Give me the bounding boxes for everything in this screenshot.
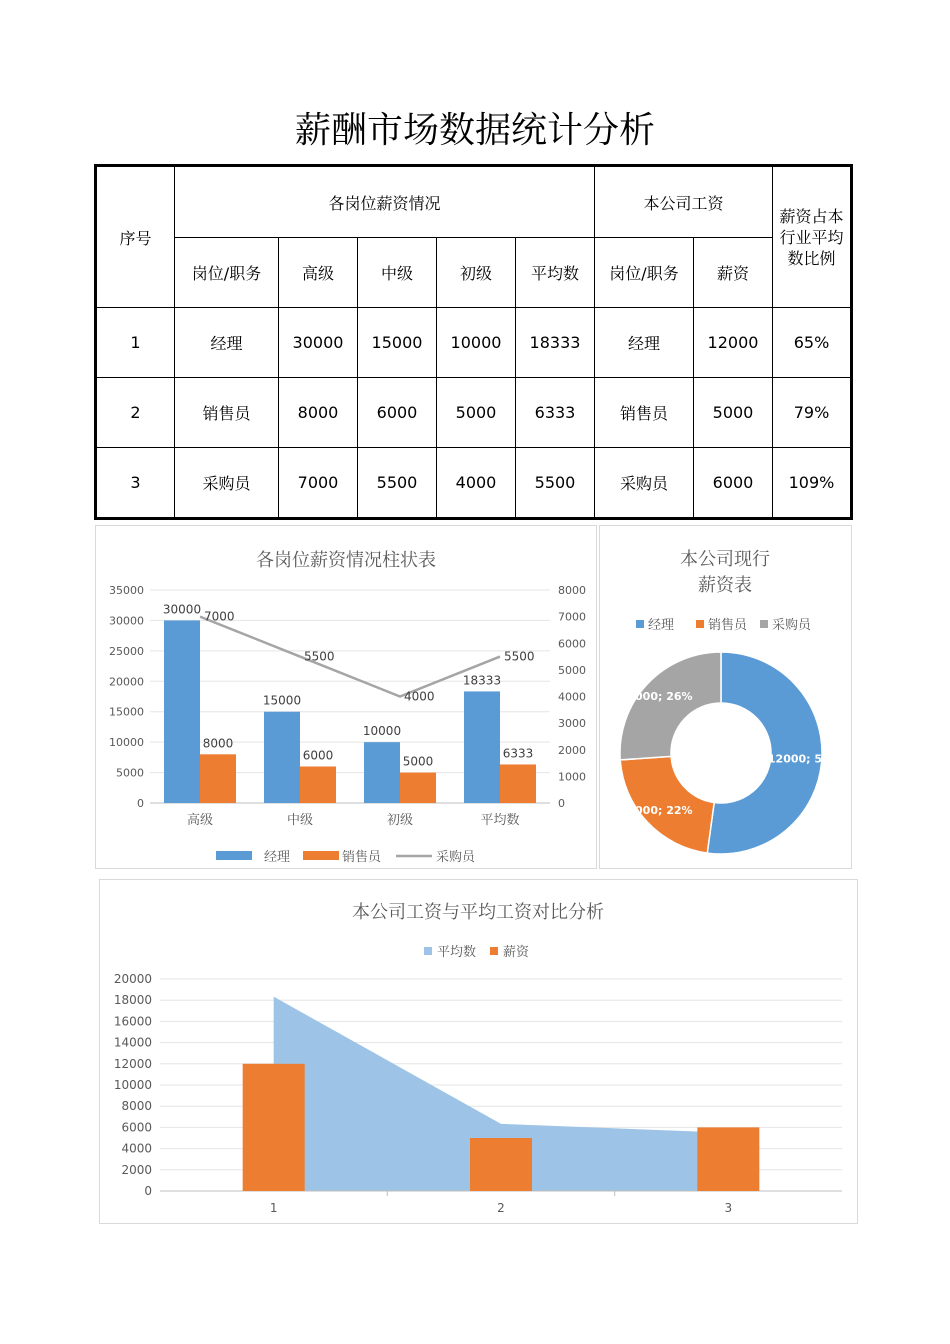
data-label: 15000 (262, 693, 302, 708)
subheader-company-position: 岗位/职务 (595, 238, 694, 308)
bar-line-chart (96, 526, 596, 868)
header-group-company: 本公司工资 (595, 166, 773, 238)
x-tick-label: 初级 (386, 813, 414, 828)
y2-tick-label: 3000 (558, 717, 586, 731)
cell-salary: 12000 (694, 308, 773, 378)
legend-swatch (636, 620, 644, 628)
cell-average: 5500 (516, 448, 595, 519)
cell-junior: 10000 (437, 308, 516, 378)
bar (364, 742, 400, 803)
y2-tick-label: 1000 (558, 770, 586, 784)
data-label: 6333 (502, 746, 534, 761)
legend-swatch (490, 947, 498, 955)
y2-tick-label: 2000 (558, 743, 586, 757)
bar (500, 764, 536, 803)
cell-company-position: 经理 (595, 308, 694, 378)
bar (300, 766, 336, 803)
bar (164, 620, 200, 803)
cell-ratio: 65% (773, 308, 852, 378)
data-label: 10000 (362, 724, 402, 739)
subheader-junior: 初级 (437, 238, 516, 308)
legend-label: 平均数 (437, 945, 477, 960)
legend-swatch (760, 620, 768, 628)
legend-label: 采购员 (772, 618, 812, 633)
bar-chart-panel (95, 525, 597, 869)
y-tick-label: 18000 (113, 993, 152, 1008)
x-tick-label: 中级 (286, 813, 314, 828)
chart-title-line-2: 薪资表 (698, 575, 752, 596)
y-tick-label: 35000 (109, 584, 144, 597)
x-tick-label: 1 (269, 1201, 278, 1215)
y-tick-label: 5000 (116, 766, 144, 780)
cell-mid: 5500 (358, 448, 437, 519)
cell-ratio: 109% (773, 448, 852, 519)
data-label: 18333 (462, 673, 502, 688)
y-tick-label: 8000 (121, 1099, 152, 1114)
legend-swatch (216, 851, 252, 860)
table-row (96, 378, 852, 448)
line-data-label: 4000 (404, 689, 435, 704)
y-tick-label: 12000 (113, 1056, 152, 1071)
subheader-position: 岗位/职务 (175, 238, 279, 308)
slice-label: 6000; 26% (627, 690, 693, 704)
area-bar-chart (100, 880, 857, 1223)
cell-company-position: 采购员 (595, 448, 694, 519)
chart-title: 本公司工资与平均工资对比分析 (352, 902, 604, 923)
cell-mid: 15000 (358, 308, 437, 378)
legend-swatch (424, 947, 432, 955)
subheader-average: 平均数 (516, 238, 595, 308)
data-label: 30000 (162, 602, 202, 617)
y-tick-label: 16000 (113, 1014, 152, 1029)
y2-tick-label: 7000 (558, 610, 586, 624)
y-tick-label: 30000 (109, 614, 144, 628)
subheader-mid: 中级 (358, 238, 437, 308)
x-tick-label: 2 (497, 1201, 505, 1215)
x-tick-label: 3 (724, 1201, 733, 1215)
bar (200, 754, 236, 803)
page-title: 薪酬市场数据统计分析 (294, 110, 655, 151)
y-tick-label: 2000 (121, 1162, 152, 1177)
donut-slice (620, 652, 721, 760)
cell-ratio: 79% (773, 378, 852, 448)
y-tick-label: 0 (137, 797, 144, 810)
series-line (200, 617, 500, 697)
cell-senior: 7000 (279, 448, 358, 519)
cell-junior: 5000 (437, 378, 516, 448)
legend-label: 经理 (264, 850, 291, 865)
chart-title-line-1: 本公司现行 (680, 549, 770, 570)
y-tick-label: 4000 (121, 1141, 152, 1156)
donut-chart-panel (599, 525, 852, 869)
bar (400, 773, 436, 803)
salary-table (94, 164, 853, 520)
header-ratio: 薪资占本行业平均数比例 (773, 166, 852, 308)
cell-salary: 6000 (694, 448, 773, 519)
bar (697, 1127, 759, 1191)
bar (470, 1138, 532, 1191)
cell-position: 采购员 (175, 448, 279, 519)
header-group-positions: 各岗位薪资情况 (175, 166, 595, 238)
line-data-label: 5500 (504, 649, 535, 664)
header-index: 序号 (96, 166, 175, 308)
slice-label: 12000; 52% (767, 752, 841, 766)
donut-chart (600, 526, 851, 868)
x-tick-label: 高级 (186, 813, 214, 828)
cell-index: 3 (96, 448, 175, 519)
subheader-salary: 薪资 (694, 238, 773, 308)
legend-swatch (303, 851, 339, 860)
y2-tick-label: 6000 (558, 637, 586, 651)
y-tick-label: 10000 (113, 1078, 152, 1092)
data-label: 5000 (402, 754, 434, 769)
y-tick-label: 6000 (121, 1120, 152, 1135)
y-tick-label: 10000 (109, 736, 144, 750)
cell-index: 1 (96, 308, 175, 378)
cell-senior: 30000 (279, 308, 358, 378)
bar (464, 691, 500, 803)
slice-label: 5000; 22% (627, 803, 693, 817)
y2-tick-label: 4000 (558, 690, 586, 704)
line-data-label: 5500 (304, 649, 335, 664)
y-tick-label: 20000 (109, 675, 144, 689)
table-row (96, 448, 852, 519)
y-tick-label: 14000 (113, 1035, 152, 1050)
area-chart-panel (99, 879, 858, 1224)
cell-average: 18333 (516, 308, 595, 378)
y2-tick-label: 5000 (558, 663, 586, 677)
y-tick-label: 0 (144, 1184, 152, 1198)
cell-mid: 6000 (358, 378, 437, 448)
cell-index: 2 (96, 378, 175, 448)
y2-tick-label: 8000 (558, 584, 586, 597)
y-tick-label: 25000 (109, 644, 144, 658)
legend-label: 销售员 (342, 850, 382, 865)
data-label: 6000 (302, 748, 334, 763)
legend-label: 销售员 (708, 618, 748, 633)
cell-average: 6333 (516, 378, 595, 448)
y2-tick-label: 0 (558, 797, 565, 810)
bar (243, 1064, 305, 1191)
line-data-label: 7000 (204, 609, 235, 624)
chart-title: 各岗位薪资情况柱状表 (256, 550, 436, 571)
cell-position: 经理 (175, 308, 279, 378)
data-label: 8000 (202, 736, 234, 751)
cell-company-position: 销售员 (595, 378, 694, 448)
legend-label: 采购员 (436, 850, 476, 865)
legend-label: 经理 (648, 618, 675, 633)
cell-junior: 4000 (437, 448, 516, 519)
legend-label: 薪资 (503, 945, 530, 960)
cell-senior: 8000 (279, 378, 358, 448)
legend-swatch (696, 620, 704, 628)
y-tick-label: 20000 (113, 972, 152, 986)
cell-position: 销售员 (175, 378, 279, 448)
y-tick-label: 15000 (109, 705, 144, 719)
bar (264, 712, 300, 803)
x-tick-label: 平均数 (480, 813, 520, 828)
table-row (96, 308, 852, 378)
cell-salary: 5000 (694, 378, 773, 448)
subheader-senior: 高级 (279, 238, 358, 308)
